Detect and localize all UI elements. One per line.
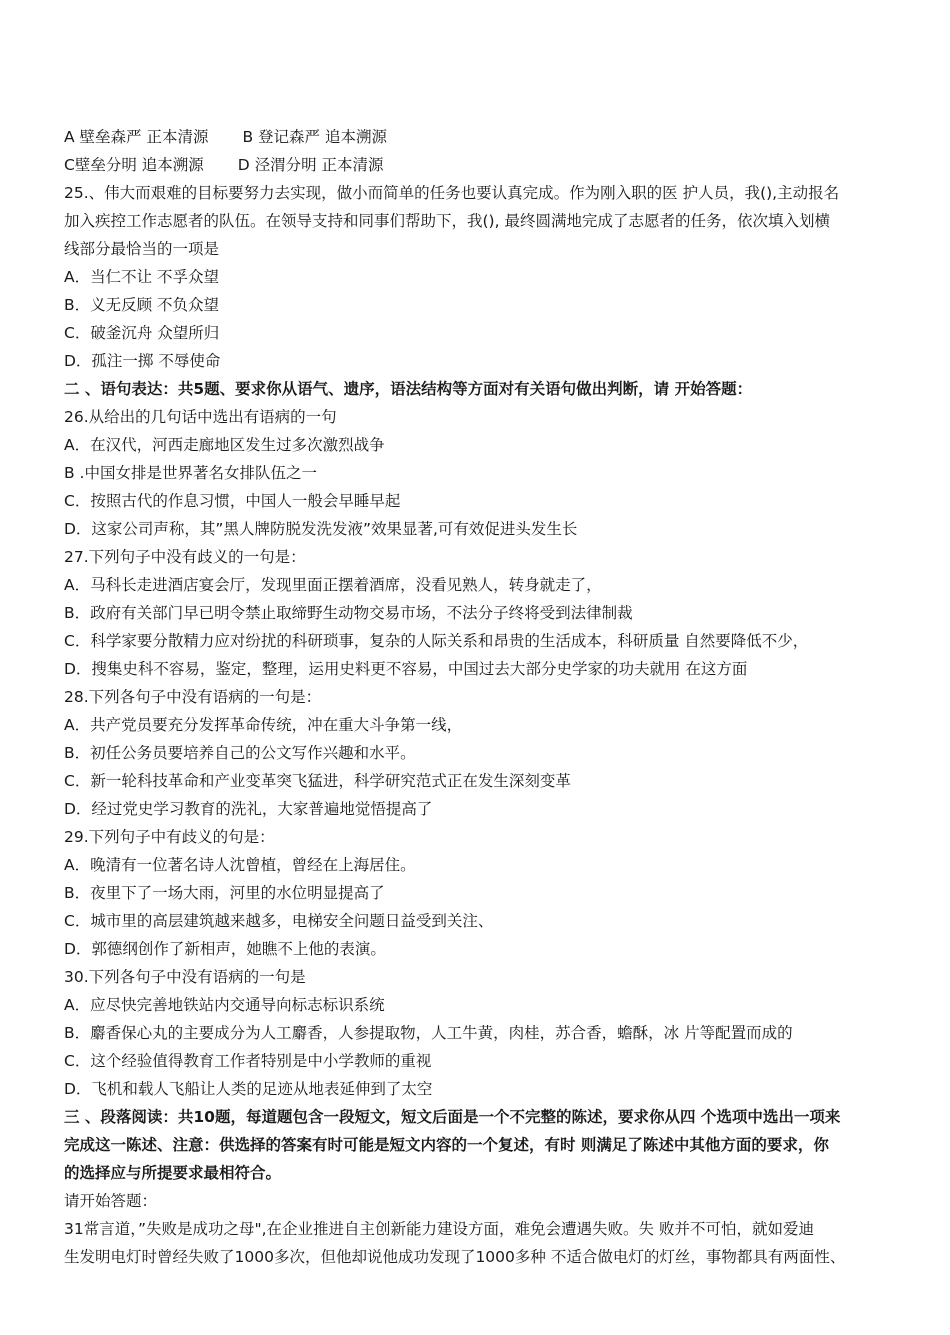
q26-stem: 26.从给出的几句话中选出有语病的一句: [64, 408, 337, 426]
q25-stem-line-1: 25.、伟大而艰难的目标要努力去实现，做小而简单的任务也要认真完成。作为刚入职的医 护人员，我(),主动报名: [64, 184, 840, 202]
q29-stem: 29.下列句子中有歧义的句是：: [64, 828, 275, 846]
q24-options-row-1: [64, 123, 894, 151]
q27-option-b: B．政府有关部门早已明令禁止取缔野生动物交易市场，不法分子终将受到法律制裁: [64, 604, 633, 622]
q27-stem: 27.下列句子中没有歧义的一句是：: [64, 548, 306, 566]
q30-option-d: D．飞机和载人飞船让人类的足迹从地表延伸到了太空: [64, 1080, 433, 1098]
section-2-heading: 二 、语句表达：共5题、要求你从语气、遗序，语法结构等方面对有关语句做出判断，请 开始答题：: [64, 380, 753, 398]
q31-passage-line-1: 31常言道，”失败是成功之母",在企业推进自主创新能力建设方面，难免会遭遇失败。失 败并不可怕，就如爱迪: [64, 1220, 814, 1238]
q30-option-b: B．麝香保心丸的主要成分为人工麝香，人参提取物，人工牛黄，肉桂，苏合香，蟾酥，冰 片等配置而成的: [64, 1024, 793, 1042]
section-3-heading-line-1: 三 、段落阅读：共10题，每道题包含一段短文，短文后面是一个不完整的陈述，要求你从四 个选项中选出一项来: [64, 1108, 841, 1126]
q28-option-d: D．经过党史学习教育的洗礼，大家普遍地觉悟提高了: [64, 800, 433, 818]
q30-option-c: C．这个经验值得教育工作者特别是中小学教师的重视: [64, 1052, 432, 1070]
q25-option-d: D．孤注一掷 不辱使命: [64, 352, 221, 370]
q30-option-a: A．应尽快完善地铁站内交通导向标志标识系统: [64, 996, 385, 1014]
q28-option-c: C．新一轮科技革命和产业变革突飞猛进，科学研究范式正在发生深刻变革: [64, 772, 571, 790]
q26-option-d: D．这家公司声称，其”黑人牌防脱发洗发液”效果显著,可有效促进头发生长: [64, 520, 578, 538]
document-page: [64, 123, 894, 1271]
q29-option-c: C．城市里的高层建筑越来越多，电梯安全问题日益受到关注、: [64, 912, 494, 930]
q25-option-a: A．当仁不让 不孚众望: [64, 268, 220, 286]
q24-option-a: A 壁垒森严 正本清源: [64, 128, 209, 146]
section-3-heading-line-3: 的选择应与所提要求最相符合。: [64, 1164, 282, 1182]
q28-option-a: A．共产党员要充分发挥革命传统，冲在重大斗争第一线，: [64, 716, 463, 734]
q26-option-b: B .中国女排是世界著名女排队伍之一: [64, 464, 317, 482]
q28-stem: 28.下列各句子中没有语病的一句是：: [64, 688, 322, 706]
q27-option-a: A．马科长走进酒店宴会厅，发现里面正摆着酒席，没看见熟人，转身就走了，: [64, 576, 602, 594]
q31-passage-line-2: 生发明电灯时曾经失败了1000多次，但他却说他成功发现了1000多种 不适合做电灯的灯丝，事物都具有两面性、: [64, 1248, 846, 1266]
q24-option-b: B 登记森严 追本溯源: [242, 128, 387, 146]
q26-option-a: A．在汉代，河西走廊地区发生过多次激烈战争: [64, 436, 385, 454]
q25-stem-line-2: 加入疾控工作志愿者的队伍。在领导支持和同事们帮助下，我(), 最终圆满地完成了志愿者的任务，依次填入划横: [64, 212, 830, 230]
q27-option-d: D．搜集史科不容易，鉴定，整理，运用史料更不容易，中国过去大部分史学家的功夫就用 在这方面: [64, 660, 748, 678]
q24-option-c: C壁垒分明 追本溯源: [64, 156, 204, 174]
q28-option-b: B．初任公务员要培养自己的公文写作兴趣和水平。: [64, 744, 416, 762]
q27-option-c: C．科学家要分散精力应对纷扰的科研琐事，复杂的人际关系和昂贵的生活成本，科研质量 自然要降低不少，: [64, 632, 809, 650]
q30-stem: 30.下列各句子中没有语病的一句是: [64, 968, 306, 986]
q25-option-c: C．破釜沉舟 众望所归: [64, 324, 220, 342]
q29-option-d: D．郭德纲创作了新相声，她瞧不上他的表演。: [64, 940, 386, 958]
q25-stem-line-3: 线部分最恰当的一项是: [64, 240, 220, 258]
q24-options-row-2: [64, 151, 894, 179]
section-3-start-prompt: 请开始答题：: [64, 1192, 158, 1210]
section-3-heading-line-2: 完成这一陈述、注意：供选择的答案有时可能是短文内容的一个复述，有时 则满足了陈述中其他方面的要求，你: [64, 1136, 829, 1154]
q29-option-b: B．夜里下了一场大雨，河里的水位明显提高了: [64, 884, 385, 902]
q24-option-d: D 泾渭分明 正本清源: [237, 156, 384, 174]
q26-option-c: C．按照古代的作息习惯，中国人一般会早睡早起: [64, 492, 401, 510]
q25-option-b: B．义无反顾 不负众望: [64, 296, 220, 314]
q29-option-a: A．晚清有一位著名诗人沈曾植，曾经在上海居住。: [64, 856, 416, 874]
